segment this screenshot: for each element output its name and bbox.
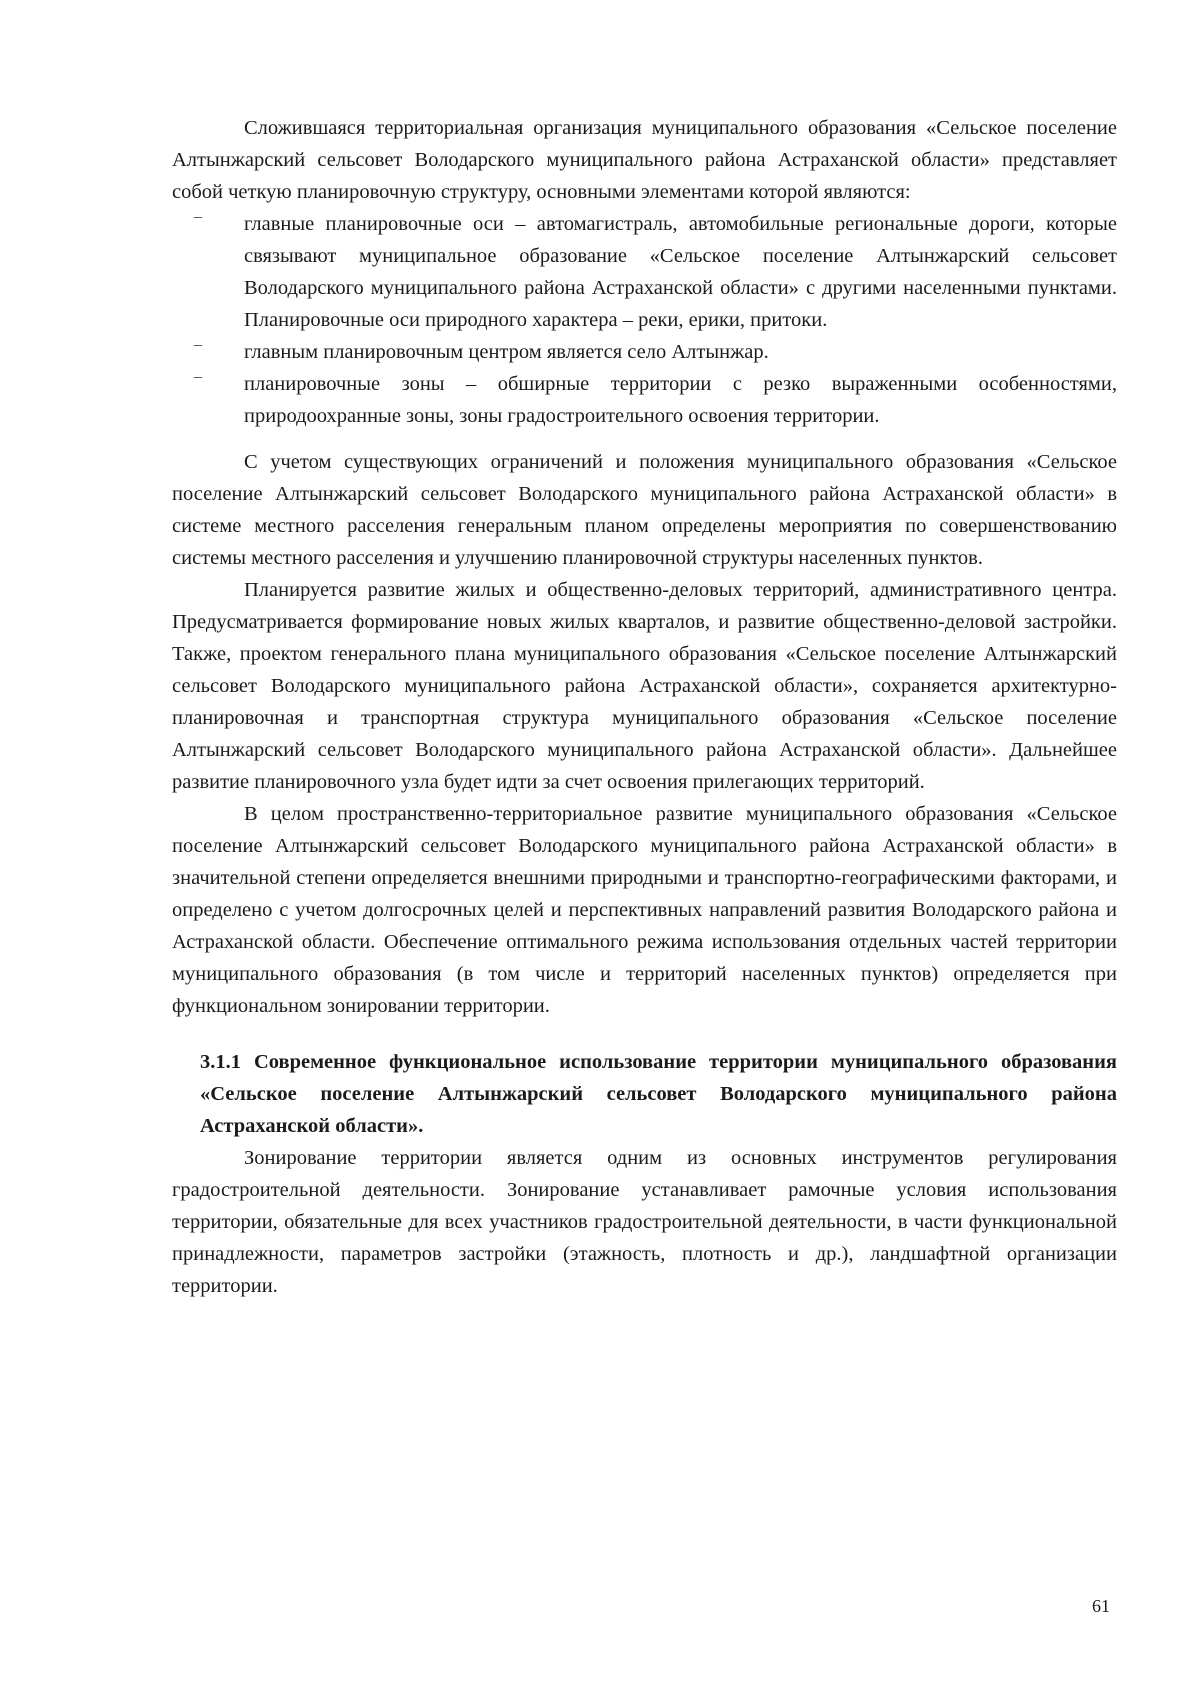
paragraph-restrictions: С учетом существующих ограничений и положения муниципального образования «Сельское поселение Алтынжарский сельсовет Володарского муниципального района Астраханской области» в системе местного расселения генеральным планом определены мероприятия по совершенствованию системы местного расселения и улучшению планировочной структуры населенных пунктов. xyxy=(172,451,1117,569)
list-item-text: планировочные зоны – обширные территории с резко выраженными особенностями, природоохранные зоны, зоны градостроительного освоения территории. xyxy=(244,373,1117,427)
list-item xyxy=(194,203,1117,336)
list-item xyxy=(194,331,1117,368)
bullet-marker: _ xyxy=(194,331,202,348)
list-item-text: главным планировочным центром является село Алтынжар. xyxy=(244,341,769,363)
paragraph-development-plan: Планируется развитие жилых и общественно-деловых территорий, административного центра. Предусматривается формирование новых жилых кварталов, и развитие общественно-деловой застройки. Также, проектом генерального плана муниципального образования «Сельское поселение Алтынжарский сельсовет Володарского муниципального района Астраханской области», сохраняется архитектурно-планировочная и транспортная структура муниципального образования «Сельское поселение Алтынжарский сельсовет Володарского муниципального района Астраханской области». Дальнейшее развитие планировочного узла будет идти за счет освоения прилегающих территорий. xyxy=(172,579,1117,793)
bullet-marker: _ xyxy=(194,203,202,220)
paragraph-planning-structure: Сложившаяся территориальная организация муниципального образования «Сельское поселение Алтынжарский сельсовет Володарского муниципального района Астраханской области» представляет собой четкую планировочную структуру, основными элементами которой являются: xyxy=(172,117,1117,203)
page-number: 61 xyxy=(1092,1596,1110,1616)
bullet-list-planning-elements xyxy=(172,203,1117,432)
document-page xyxy=(172,112,1117,1302)
bullet-marker: _ xyxy=(194,363,202,380)
list-item xyxy=(194,363,1117,432)
paragraph-zoning: Зонирование территории является одним из основных инструментов регулирования градостроительной деятельности. Зонирование устанавливает рамочные условия использования территории, обязательные для всех участников градостроительной деятельности, в части функциональной принадлежности, параметров застройки (этажность, плотность и др.), ландшафтной организации территории. xyxy=(172,1147,1117,1297)
list-item-text: главные планировочные оси – автомагистраль, автомобильные региональные дороги, которые связывают муниципальное образование «Сельское поселение Алтынжарский сельсовет Володарского муниципального района Астраханской области» с другими населенными пунктами. Планировочные оси природного характера – реки, ерики, притоки. xyxy=(244,213,1117,331)
section-heading: 3.1.1 Современное функциональное использование территории муниципального образования «Сельское поселение Алтынжарский сельсовет Володарского муниципального района Астраханской области». xyxy=(200,1051,1117,1137)
paragraph-spatial-development: В целом пространственно-территориальное развитие муниципального образования «Сельское поселение Алтынжарский сельсовет Володарского муниципального района Астраханской области» в значительной степени определяется внешними природными и транспортно-географическими факторами, и определено с учетом долгосрочных целей и перспективных направлений развития Володарского района и Астраханской области. Обеспечение оптимального режима использования отдельных частей территории муниципального образования (в том числе и территорий населенных пунктов) определяется при функциональном зонировании территории. xyxy=(172,803,1117,1017)
